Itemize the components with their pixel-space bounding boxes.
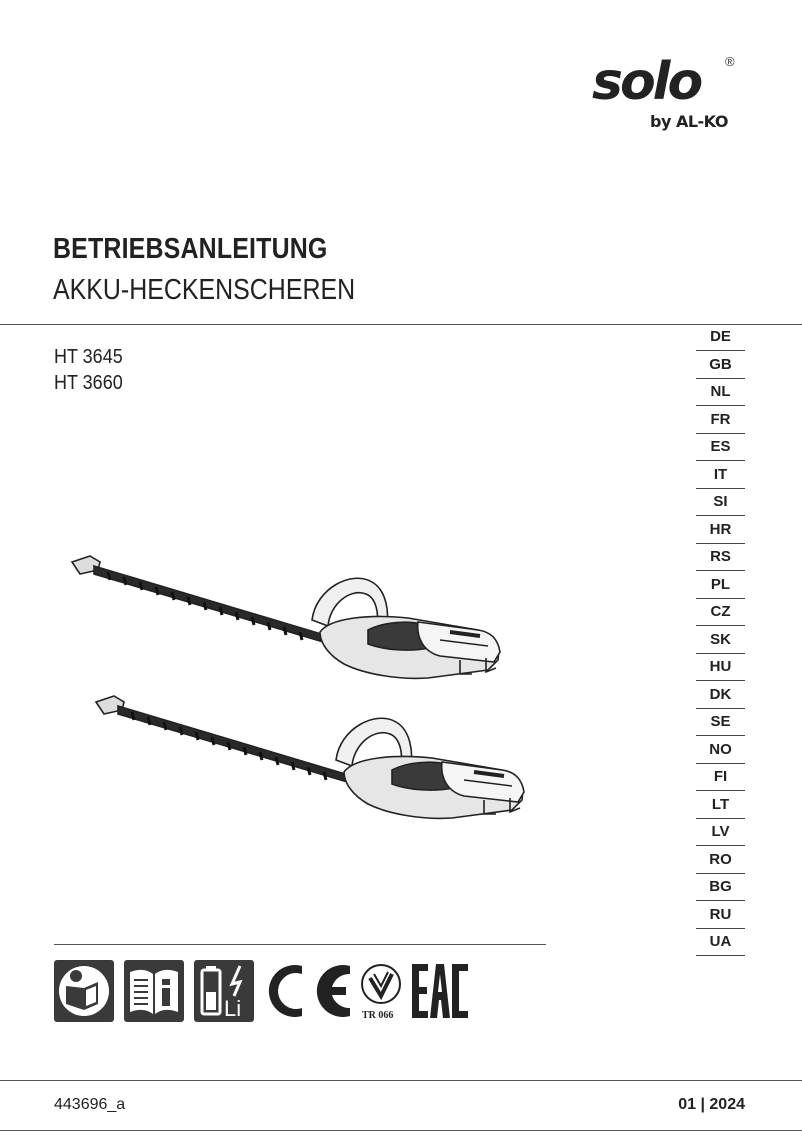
document-date: 01 | 2024: [678, 1096, 745, 1113]
language-item[interactable]: SE: [696, 709, 745, 736]
document-number: 443696_a: [54, 1096, 126, 1113]
language-item[interactable]: RU: [696, 902, 745, 929]
footer-divider-top: [0, 1080, 802, 1081]
language-item[interactable]: RO: [696, 847, 745, 874]
tr-mark-icon: [358, 960, 404, 1022]
language-item[interactable]: FR: [696, 407, 745, 434]
li-battery-icon: [194, 960, 254, 1022]
read-manual-icon: [54, 960, 114, 1022]
language-item[interactable]: CZ: [696, 599, 745, 626]
language-item[interactable]: HR: [696, 517, 745, 544]
hedge-trimmer-icon: [96, 696, 524, 818]
language-item[interactable]: PL: [696, 572, 745, 599]
eac-mark-icon: [410, 960, 470, 1022]
language-item[interactable]: IT: [696, 462, 745, 489]
brand-name: solo: [592, 52, 701, 112]
language-item[interactable]: NL: [696, 379, 745, 406]
language-item[interactable]: HU: [696, 654, 745, 681]
li-label: Li: [224, 996, 242, 1021]
language-item[interactable]: NO: [696, 737, 745, 764]
model-name: HT 3645: [54, 346, 123, 368]
language-item[interactable]: FI: [696, 764, 745, 791]
language-item[interactable]: SI: [696, 489, 745, 516]
info-book-icon: [124, 960, 184, 1022]
language-item[interactable]: BG: [696, 874, 745, 901]
language-item[interactable]: UA: [696, 929, 745, 956]
icons-divider: [54, 944, 546, 945]
language-item[interactable]: DK: [696, 682, 745, 709]
model-name: HT 3660: [54, 372, 123, 394]
brand-sub: by AL-KO: [650, 112, 728, 131]
language-item[interactable]: GB: [696, 352, 745, 379]
language-item[interactable]: DE: [696, 324, 745, 351]
language-item[interactable]: RS: [696, 544, 745, 571]
language-item[interactable]: ES: [696, 434, 745, 461]
language-item[interactable]: SK: [696, 627, 745, 654]
footer-divider-bottom: [0, 1130, 802, 1131]
document-subtitle: AKKU-HECKENSCHEREN: [53, 274, 356, 306]
ce-mark-icon: [266, 960, 354, 1022]
document-title: BETRIEBSANLEITUNG: [53, 233, 328, 265]
hedge-trimmer-icon: [72, 556, 500, 678]
language-list: [696, 324, 745, 957]
tr-label: TR 066: [362, 1010, 394, 1021]
model-list: [54, 344, 130, 396]
hedge-trimmer-illustration: [68, 548, 538, 828]
brand-logo: [588, 52, 748, 136]
registered-mark: ®: [725, 54, 735, 69]
language-item[interactable]: LV: [696, 819, 745, 846]
language-item[interactable]: LT: [696, 792, 745, 819]
header-divider: [0, 324, 802, 325]
